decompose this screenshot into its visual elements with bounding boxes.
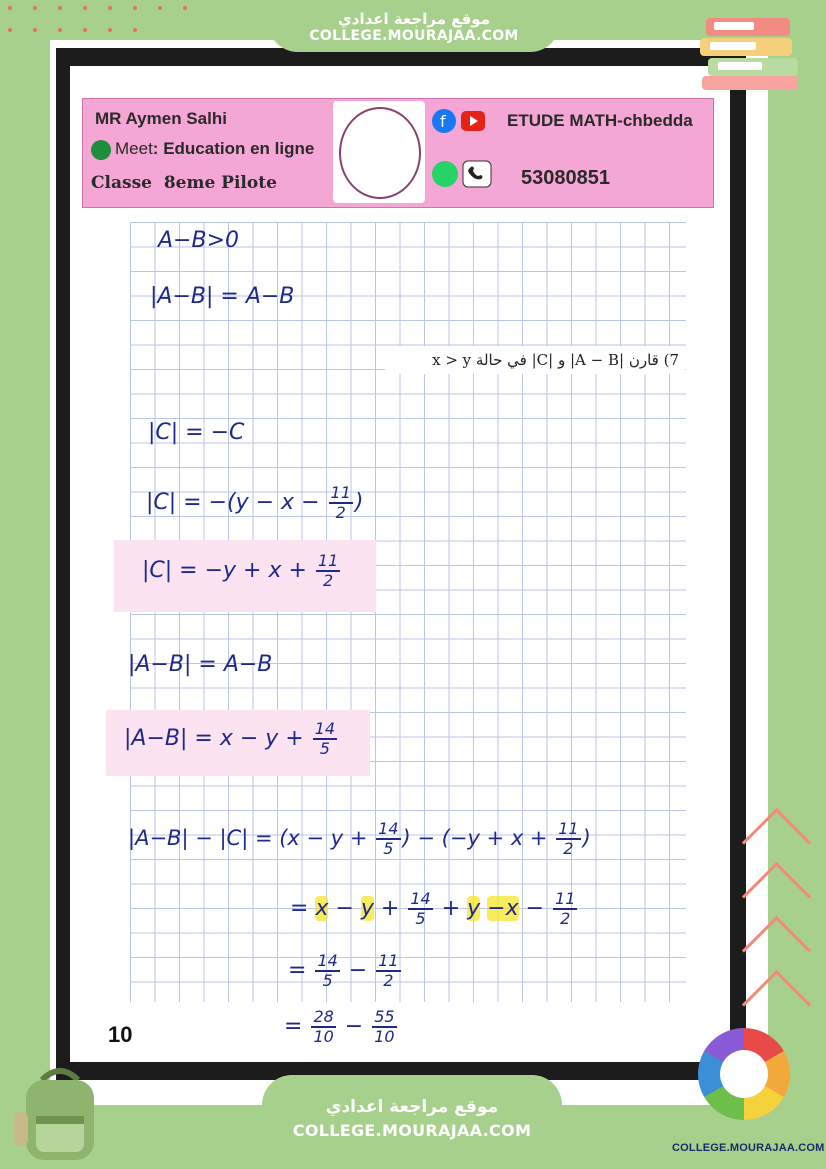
svg-text:f: f — [440, 112, 446, 131]
fraction: $\frac{14}{5}$ — [317, 951, 338, 990]
class-value: 8eme Pilote — [163, 173, 277, 193]
line-6: |A−B| = A−B — [128, 652, 273, 677]
line-5-text: |C| = −y + x + — [142, 558, 314, 583]
line-7-text: |A−B| = x − y + — [124, 726, 311, 751]
line-7 — [124, 720, 339, 758]
meet-text: Education en ligne — [163, 139, 315, 158]
line-4 — [146, 484, 363, 522]
fraction: $\frac{11}{2}$ — [555, 889, 576, 928]
cancelled-term: −x — [487, 896, 519, 921]
fraction: $\frac{14}{5}$ — [314, 719, 336, 758]
fraction: $\frac{28}{10}$ — [313, 1007, 334, 1046]
fraction: $\frac{11}{2}$ — [558, 819, 579, 858]
line-2: |A−B| = A−B — [150, 284, 295, 309]
page-name: ETUDE MATH-chbedda — [507, 111, 693, 130]
cancelled-term: x — [315, 896, 329, 921]
question-text: 7) قارن |A − B| و |C| في حالة x > y — [385, 346, 685, 374]
fraction: $\frac{55}{10}$ — [374, 1007, 395, 1046]
cancelled-term: y — [360, 896, 374, 921]
line-5 — [142, 552, 342, 590]
line-3: |C| = −C — [148, 420, 245, 445]
site-domain: COLLEGE.MOURAJAA.COM — [292, 1121, 532, 1140]
meet-line: Meet: Education en ligne — [91, 139, 314, 160]
fraction: $\frac{14}{5}$ — [378, 819, 399, 858]
class-label: Classe — [91, 173, 152, 193]
fraction: $\frac{14}{5}$ — [410, 889, 431, 928]
line-4-close: ) — [354, 490, 364, 515]
meet-label: Meet — [115, 139, 153, 158]
line-10: = $\frac{14}{5}$ − $\frac{11}{2}$ — [288, 951, 399, 990]
top-banner — [268, 0, 560, 52]
fraction: $\frac{11}{2}$ — [317, 551, 339, 590]
class-line — [91, 173, 277, 193]
cancelled-term: y — [467, 896, 481, 921]
graph-paper — [130, 222, 686, 1002]
page-number: 10 — [108, 1022, 133, 1047]
books-icon — [700, 14, 804, 94]
whatsapp-phone-icons — [431, 159, 493, 189]
line-9: = x − y + $\frac{14}{5}$ + y −x − $\frac{11}{2}$ — [290, 889, 576, 928]
site-domain: COLLEGE.MOURAJAA.COM — [309, 28, 519, 44]
site-logo — [698, 1028, 790, 1120]
line-8-close: ) — [582, 826, 591, 850]
phone-number: 53080851 — [521, 167, 610, 189]
facebook-youtube-icons — [431, 107, 487, 135]
meet-icon — [91, 140, 111, 160]
site-name-arabic: موقع مراجعة اعدادي — [325, 1097, 499, 1117]
line-1: A−B>0 — [158, 228, 240, 253]
line-11: = $\frac{28}{10}$ − $\frac{55}{10}$ — [284, 1007, 395, 1046]
line-8-text-b: ) − (−y + x + — [402, 826, 555, 850]
teacher-name: MR Aymen Salhi — [95, 109, 227, 128]
backpack-icon — [12, 1062, 108, 1162]
bottom-banner — [262, 1075, 562, 1155]
line-4-text: |C| = −(y − x − — [146, 490, 327, 515]
site-name-arabic: موقع مراجعة اعدادي — [338, 10, 490, 28]
fraction: $\frac{11}{2}$ — [330, 483, 351, 522]
school-seal — [333, 101, 425, 203]
teacher-header — [82, 98, 714, 208]
line-8-text-a: |A−B| − |C| = (x − y + — [128, 826, 375, 850]
line-8 — [128, 820, 591, 858]
logo-domain: COLLEGE.MOURAJAA.COM — [672, 1142, 825, 1154]
fraction: $\frac{11}{2}$ — [378, 951, 399, 990]
